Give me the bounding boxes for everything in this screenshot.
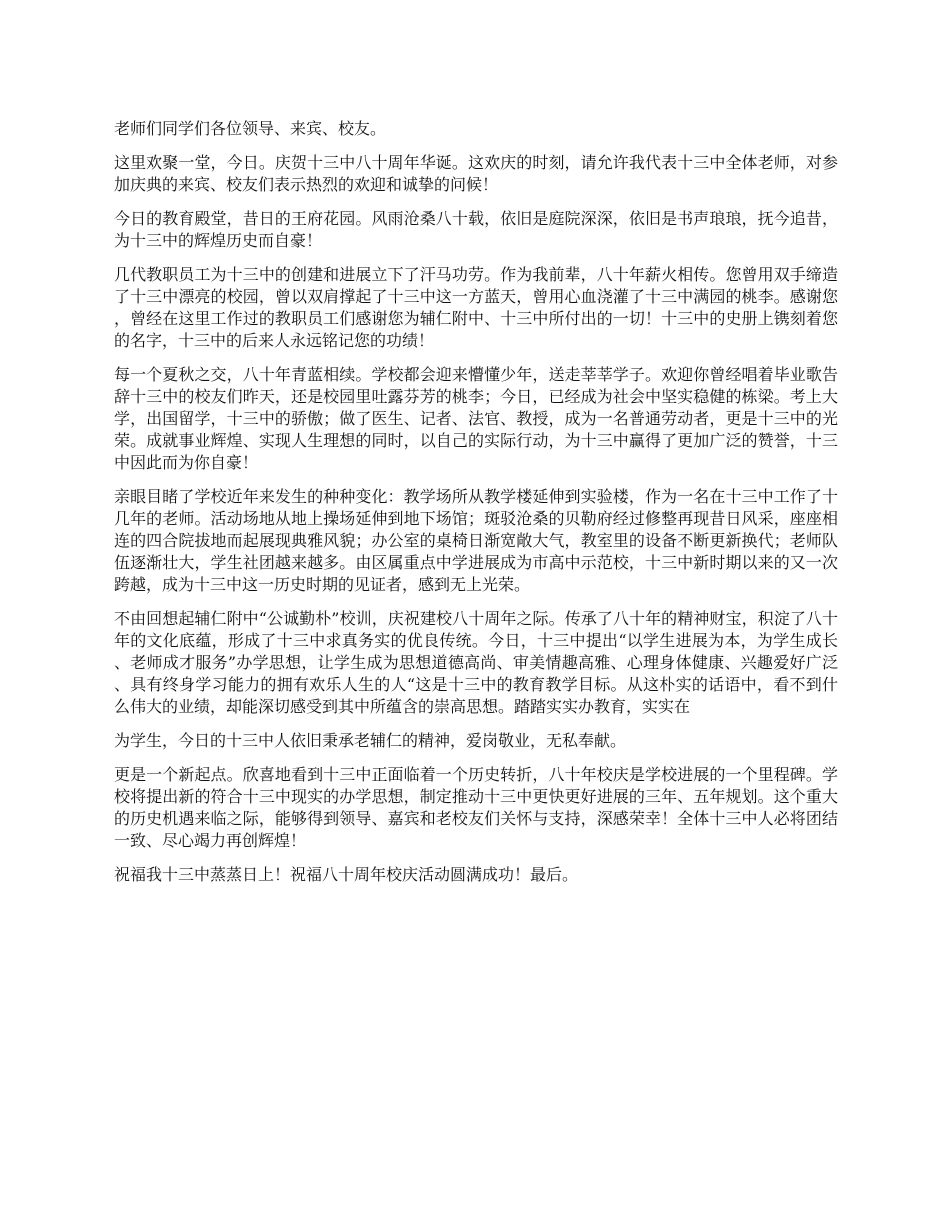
paragraph-changes: 亲眼目睹了学校近年来发生的种种变化：教学场所从教学楼延伸到实验楼，作为一名在十三中工作了十几年的老师。活动场地从地上操场延伸到地下场馆；斑驳沧桑的贝勒府经过修整再现昔日风采，座座相连的四合院拔地而起展现典雅风貌；办公室的桌椅日渐宽敞大气，教室里的设备不断更新换代；老师队伍逐渐壮大，学生社团越来越多。由区属重点中学进展成为市高中示范校，十三中新时期以来的又一次跨越，成为十三中这一历史时期的见证者，感到无上光荣。 bbox=[114, 487, 838, 594]
paragraph-welcome: 这里欢聚一堂，今日。庆贺十三中八十周年华诞。这欢庆的时刻，请允许我代表十三中全体老师，对参加庆典的来宾、校友们表示热烈的欢迎和诚挚的问候！ bbox=[114, 153, 838, 194]
paragraph-dedication: 为学生，今日的十三中人依旧秉承老辅仁的精神，爱岗敬业，无私奉献。 bbox=[114, 731, 627, 750]
paragraph-history: 今日的教育殿堂，昔日的王府花园。风雨沧桑八十载，依旧是庭院深深，依旧是书声琅琅，抚今追昔，为十三中的辉煌历史而自豪！ bbox=[114, 209, 838, 250]
paragraph-alumni: 每一个夏秋之交，八十年青蓝相续。学校都会迎来懵懂少年，送走莘莘学子。欢迎你曾经唱着毕业歌告辞十三中的校友们昨天，还是校园里吐露芬芳的桃李；今日，已经成为社会中坚实稳健的栋梁。考上大学，出国留学，十三中的骄傲；做了医生、记者、法官、教授，成为一名普通劳动者，更是十三中的光荣。成就事业辉煌、实现人生理想的同时，以自己的实际行动，为十三中赢得了更加广泛的赞誉，十三中因此而为你自豪！ bbox=[114, 365, 838, 472]
paragraph-new-start: 更是一个新起点。欣喜地看到十三中正面临着一个历史转折，八十年校庆是学校进展的一个里程碑。学校将提出新的符合十三中现实的办学思想，制定推动十三中更快更好进展的三年、五年规划。这个重大的历史机遇来临之际，能够得到领导、嘉宾和老校友们关怀与支持，深感荣幸！全体十三中人必将团结一致、尽心竭力再创辉煌！ bbox=[114, 765, 838, 850]
paragraph-motto: 不由回想起辅仁附中“公诚勤朴”校训，庆祝建校八十周年之际。传承了八十年的精神财宝，积淀了八十年的文化底蕴，形成了十三中求真务实的优良传统。今日，十三中提出“以学生进展为本，为学生成长、老师成才服务”办学思想，让学生成为思想道德高尚、审美情趣高雅、心理身体健康、兴趣爱好广泛、具有终身学习能力的拥有欢乐人生的人“这是十三中的教育教学目标。从这朴实的话语中，看不到什么伟大的业绩，却能深切感受到其中所蕴含的崇高思想。踏踏实实办教育，实实在 bbox=[114, 609, 838, 716]
paragraph-staff-tribute: 几代教职员工为十三中的创建和进展立下了汗马功劳。作为我前辈，八十年薪火相传。您曾用双手缔造了十三中漂亮的校园，曾以双肩撑起了十三中这一方蓝天，曾用心血浇灌了十三中满园的桃李。感谢您，曾经在这里工作过的教职员工们感谢您为辅仁附中、十三中所付出的一切！十三中的史册上镌刻着您的名字，十三中的后来人永远铭记您的功绩！ bbox=[114, 265, 838, 350]
paragraph-greeting: 老师们同学们各位领导、来宾、校友。 bbox=[114, 119, 387, 138]
paragraph-closing: 祝福我十三中蒸蒸日上！祝福八十周年校庆活动圆满成功！最后。 bbox=[114, 865, 579, 884]
document-body bbox=[114, 118, 838, 898]
